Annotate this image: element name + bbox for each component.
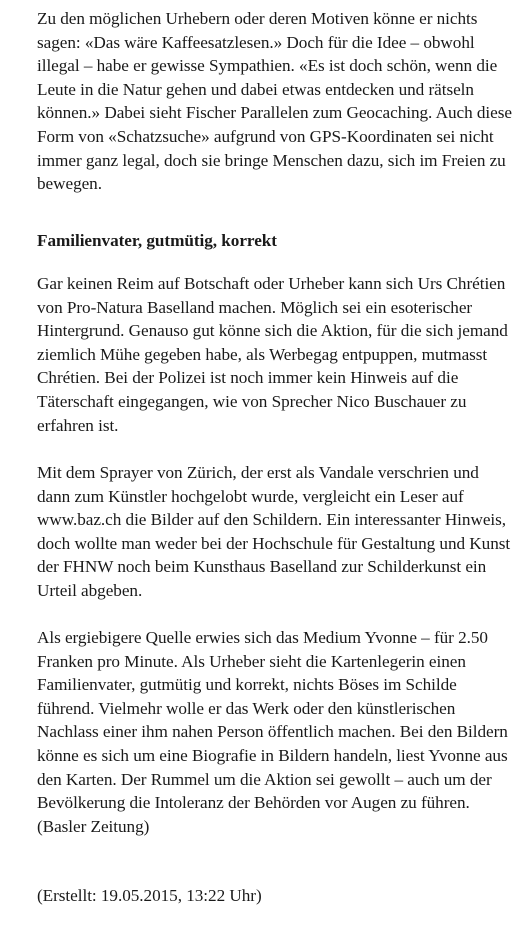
article-paragraph: Zu den möglichen Urhebern oder deren Motiven könne er nichts sagen: «Das wäre Kaffeesatzlesen.» Doch für die Idee – obwohl illegal – habe er gewisse Sympathien. «Es ist doch schön, wenn die Leute in die Natur gehen und dabei etwas entdecken und rätseln können.» Dabei sieht Fischer Parallelen zum Geocaching. Auch diese Form von «Schatzsuche» aufgrund von GPS-Koordinaten sei nicht immer ganz legal, doch sie bringe Menschen dazu, sich im Freien zu bewegen.: [37, 9, 512, 194]
article-paragraph: Als ergiebigere Quelle erwies sich das Medium Yvonne – für 2.50 Franken pro Minute. Als Urheber sieht die Kartenlegerin einen Familienvater, gutmütig und korrekt, nichts Böses im Schilde führend. Vielmehr wolle er das Werk oder den künstlerischen Nachlass einer ihm nahen Person öffentlich machen. Bei den Bildern könne es sich um eine Biografie in Bildern handeln, liest Yvonne aus den Karten. Der Rummel um die Aktion sei gewollt – auch um der Bevölkerung die Intoleranz der Behörden vor Augen zu führen. (Basler Zeitung): [37, 628, 508, 836]
article-paragraph: Gar keinen Reim auf Botschaft oder Urheber kann sich Urs Chrétien von Pro-Natura Baselland machen. Möglich sei ein esoterischer Hintergrund. Genauso gut könne sich die Aktion, für die sich jemand ziemlich Mühe gegeben habe, als Werbegag entpuppen, mutmasst Chrétien. Bei der Polizei ist noch immer kein Hinweis auf die Täterschaft eingegangen, wie von Sprecher Nico Buschauer zu erfahren ist.: [37, 274, 508, 435]
article-created-timestamp: (Erstellt: 19.05.2015, 13:22 Uhr): [37, 886, 262, 905]
article-subheading: Familienvater, gutmütig, korrekt: [37, 231, 277, 250]
article-paragraph: Mit dem Sprayer von Zürich, der erst als Vandale verschrien und dann zum Künstler hochgelobt wurde, vergleicht ein Leser auf www.baz.ch die Bilder auf den Schildern. Ein interessanter Hinweis, doch wollte man weder bei der Hochschule für Gestaltung und Kunst der FHNW noch beim Kunsthaus Baselland zur Schilderkunst ein Urteil abgeben.: [37, 463, 511, 600]
